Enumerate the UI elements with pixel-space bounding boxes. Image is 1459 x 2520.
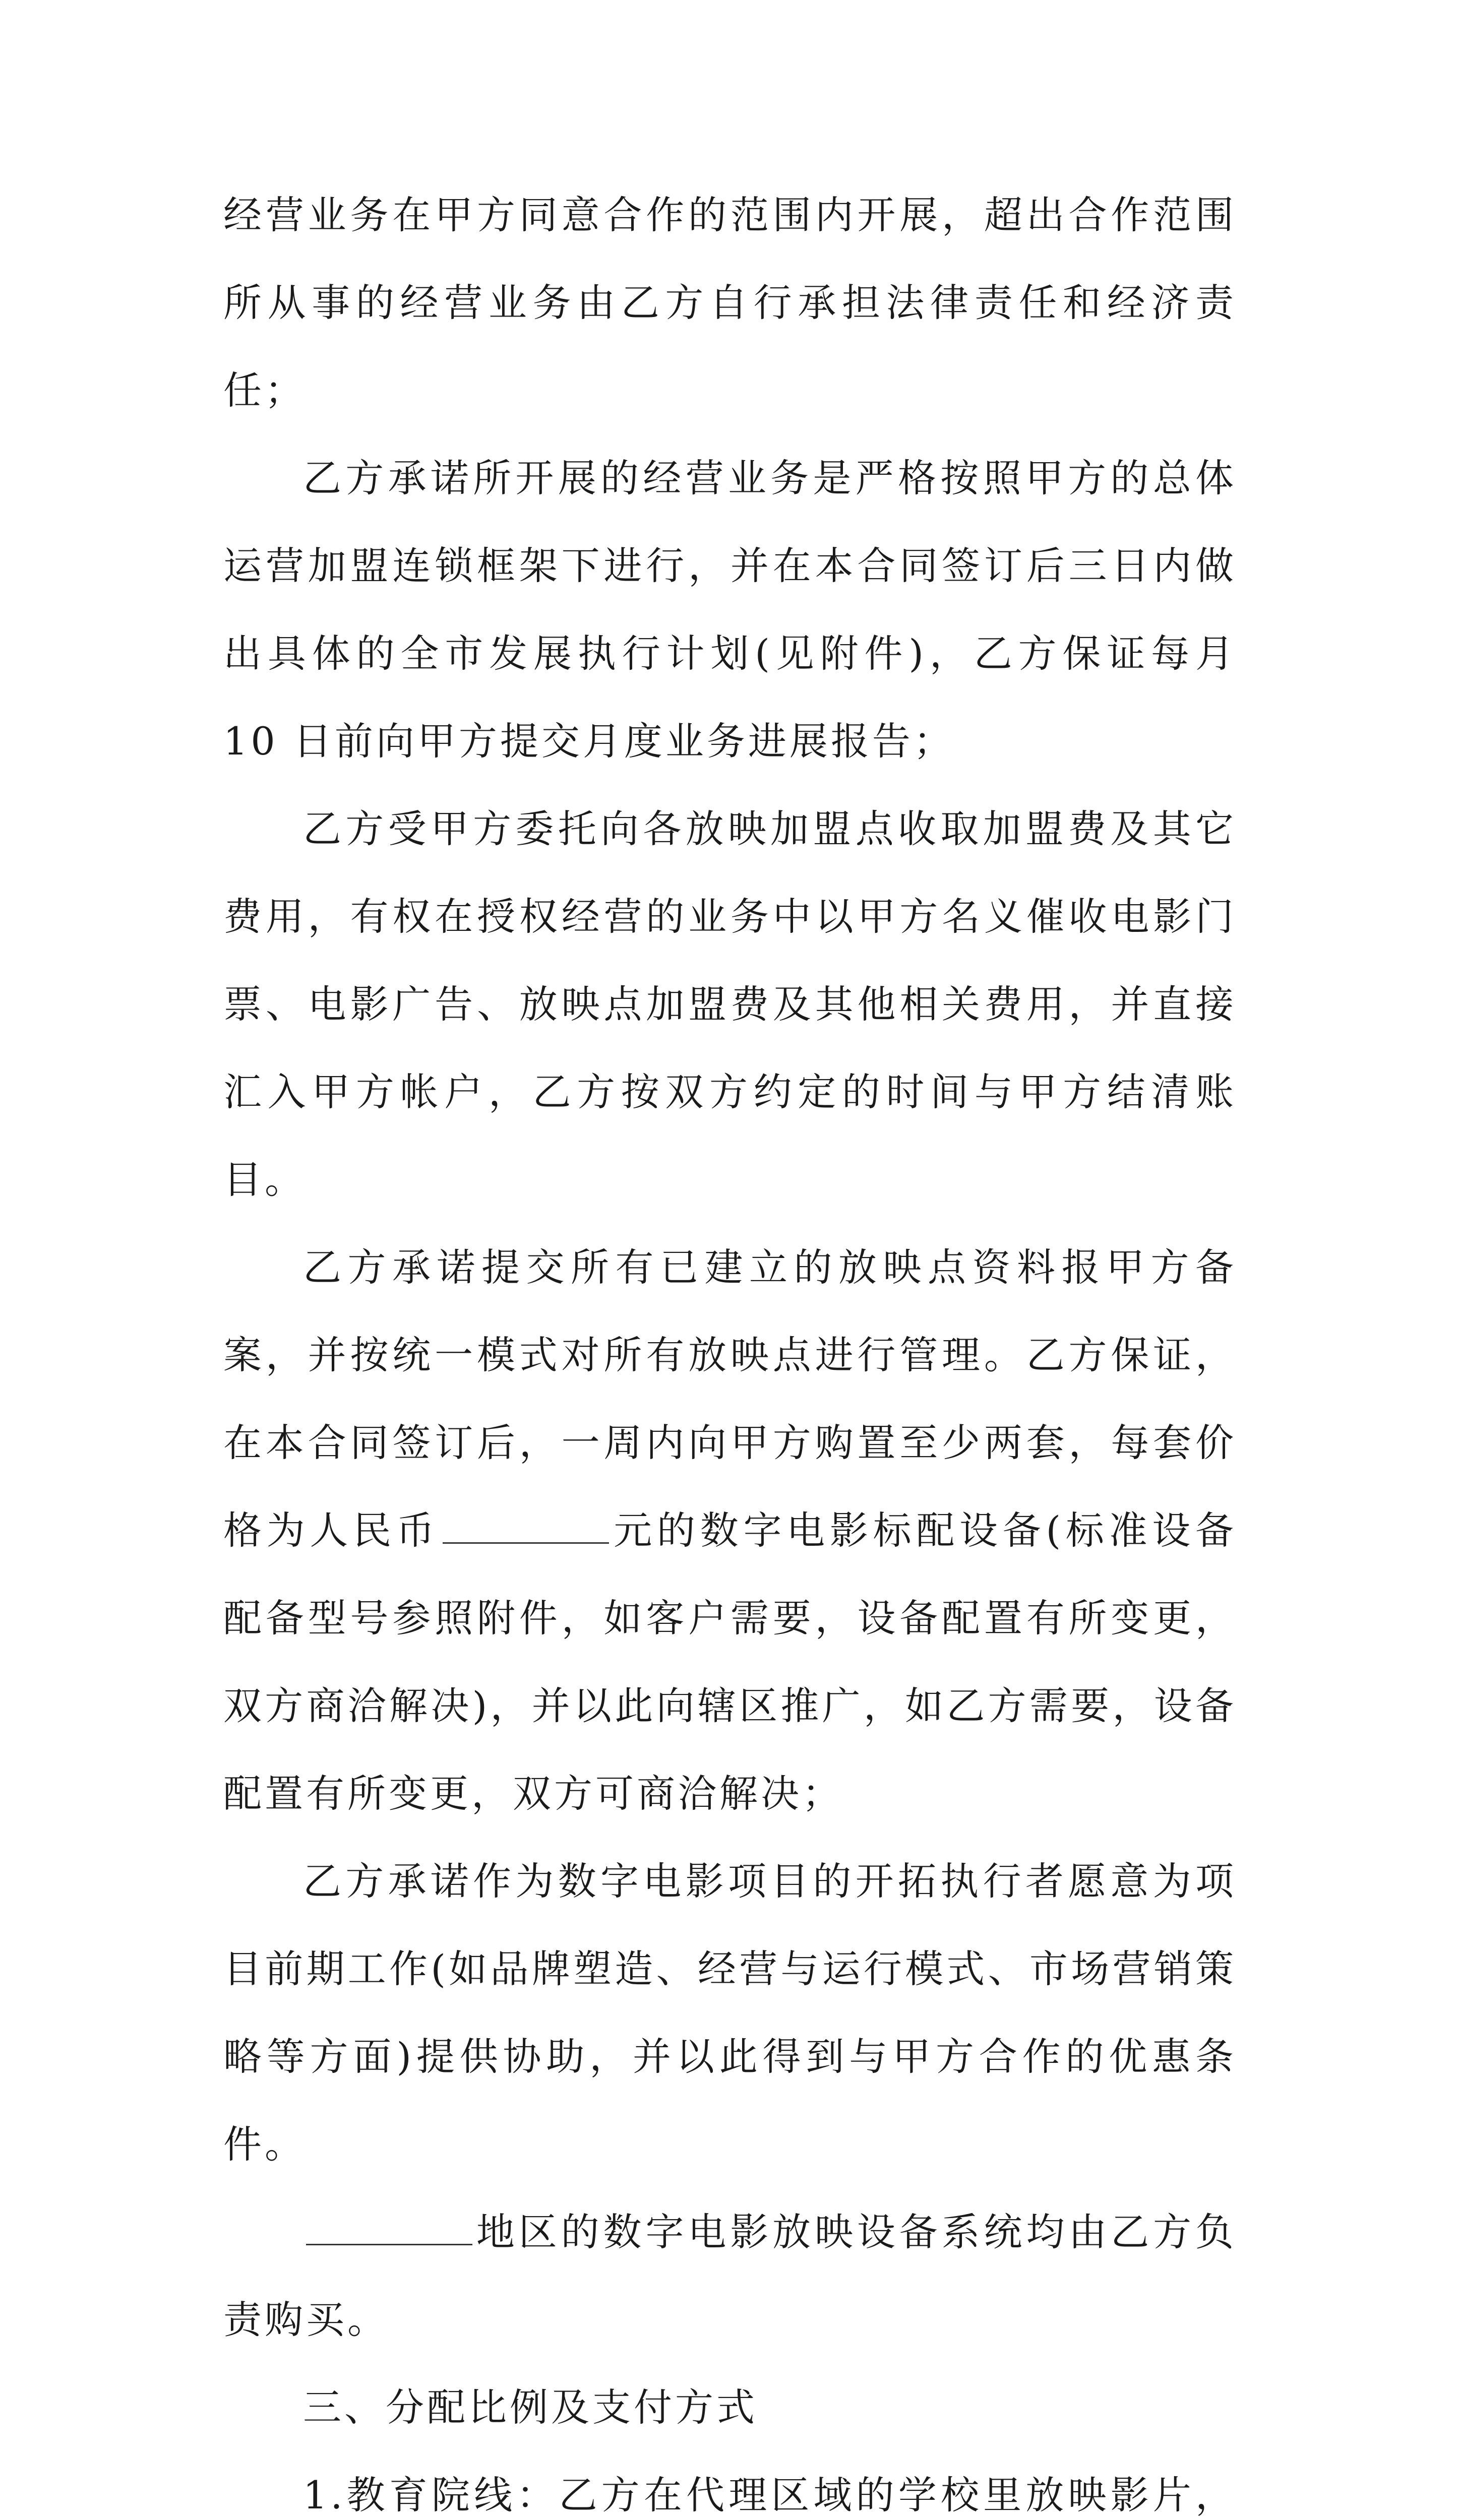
section-heading: 三、分配比例及支付方式 [303,2385,758,2430]
paragraph-4 [223,1224,1237,1838]
paragraph-1: 经营业务在甲方同意合作的范围内开展，超出合作范围所从事的经营业务由乙方自行承担法律责任和经济责任； [223,193,1237,413]
paragraph-5: 乙方承诺作为数字电影项目的开拓执行者愿意为项目前期工作(如品牌塑造、经营与运行模式、市场营销策略等方面)提供协助，并以此得到与甲方合作的优惠条件。 [223,1859,1237,2167]
region-blank-field [306,2209,472,2245]
paragraph-4-part-b: 元的数字电影标配设备(标准设备配备型号参照附件，如客户需要，设备配置有所变更，双方商洽解决)，并以此向辖区推广，如乙方需要，设备配置有所变更，双方可商洽解决； [223,1508,1237,1816]
paragraph-7: 1.教育院线：乙方在代理区域的学校里放映影片， [303,2473,1237,2517]
contract-body [223,171,1237,2520]
paragraph-6 [223,2188,1237,2364]
paragraph-6-text: 地区的数字电影放映设备系统均由乙方负责购买。 [223,2210,1237,2342]
paragraph-3: 乙方受甲方委托向各放映加盟点收取加盟费及其它费用，有权在授权经营的业务中以甲方名义催收电影门票、电影广告、放映点加盟费及其他相关费用，并直接汇入甲方帐户，乙方按双方约定的时间与甲方结清账目。 [223,806,1237,1202]
price-blank-field [443,1507,609,1544]
paragraph-4-part-a: 乙方承诺提交所有已建立的放映点资料报甲方备案，并按统一模式对所有放映点进行管理。乙方保证，在本合同签订后，一周内向甲方购置至少两套，每套价格为人民币 [223,1245,1237,1553]
paragraph-2: 乙方承诺所开展的经营业务是严格按照甲方的总体运营加盟连锁框架下进行，并在本合同签订后三日内做出具体的全市发展执行计划(见附件)，乙方保证每月 10 日前向甲方提交月度业务进展报告； [223,456,1237,764]
